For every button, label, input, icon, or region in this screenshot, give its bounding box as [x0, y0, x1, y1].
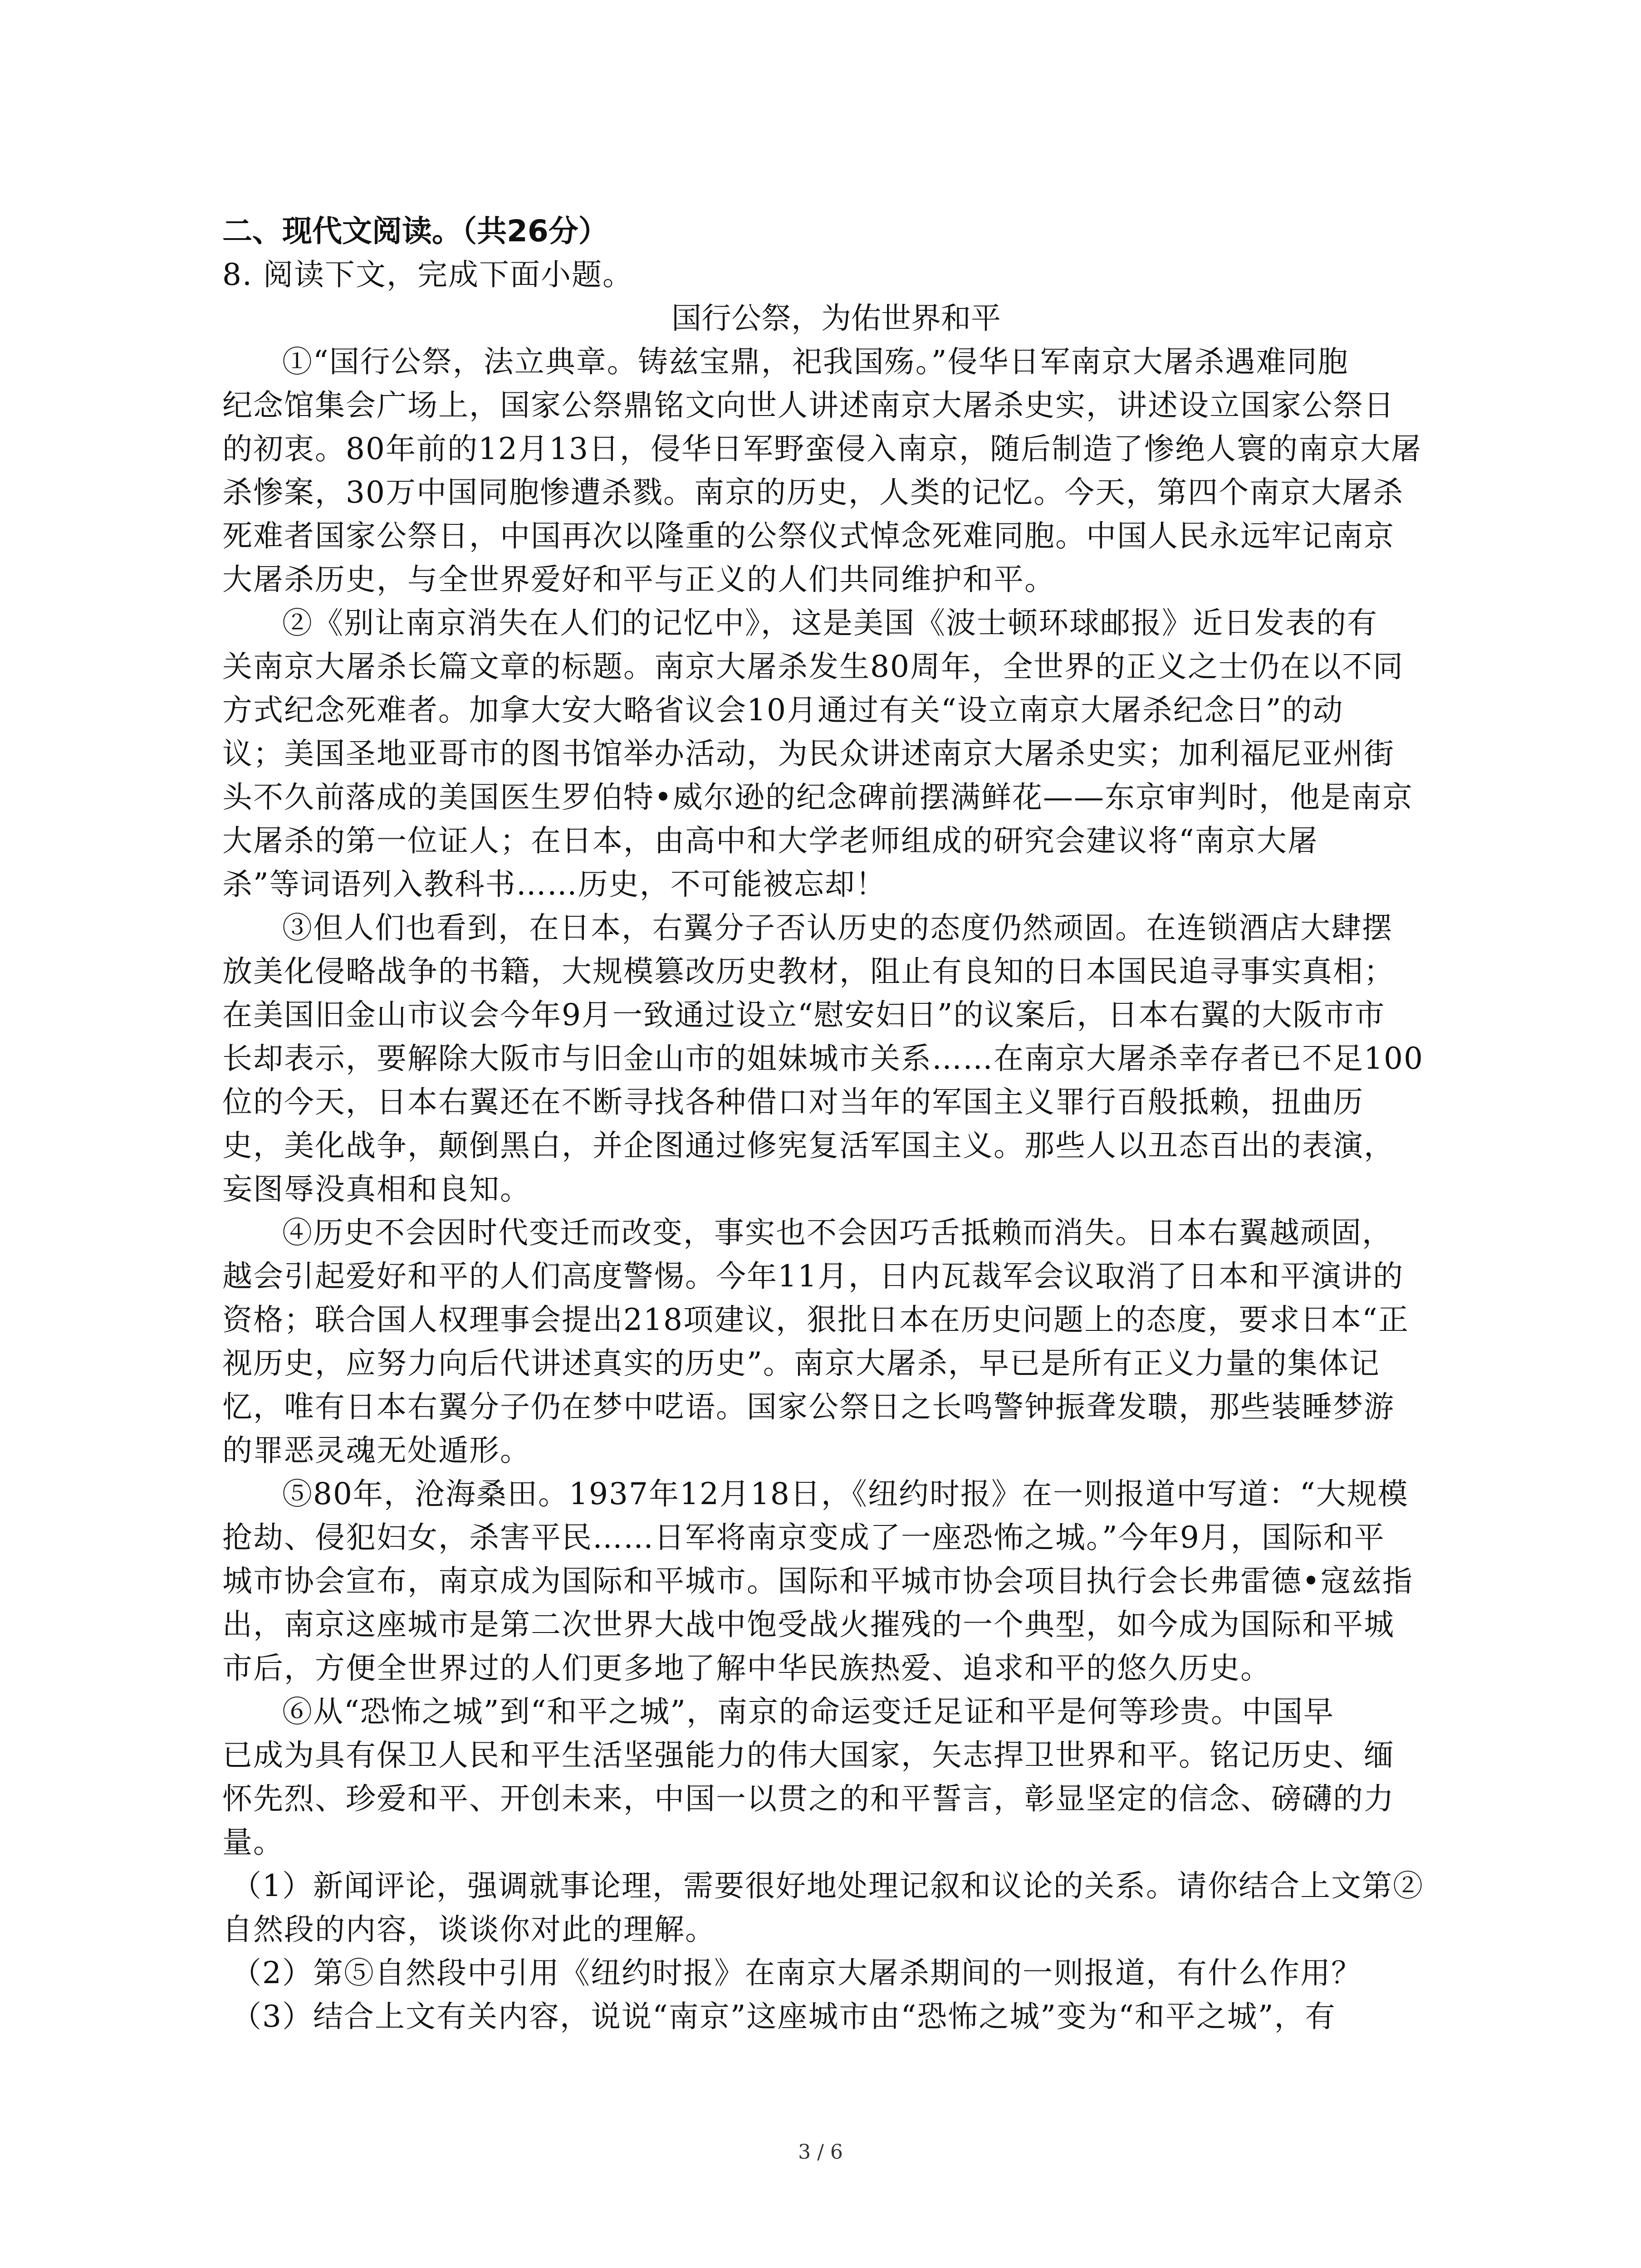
paragraph-line: 长却表示，要解除大阪市与旧金山市的姐妹城市关系……在南京大屠杀幸存者已不足100 [222, 1041, 1424, 1076]
paragraph-line: 城市协会宣布，南京成为国际和平城市。国际和平城市协会项目执行会长弗雷德•寇兹指 [222, 1564, 1413, 1598]
question-item [222, 1864, 1450, 1951]
article-paragraph [222, 1211, 1450, 1472]
question-line: （1）新闻评论，强调就事论理，需要很好地处理记叙和议论的关系。请你结合上文第② [231, 1868, 1424, 1903]
paragraph-line: 已成为具有保卫人民和平生活坚强能力的伟大国家，矢志捍卫世界和平。铭记历史、缅 [222, 1738, 1395, 1773]
paragraph-line: 在美国旧金山市议会今年9月一致通过设立“慰安妇日”的议案后，日本右翼的大阪市市 [222, 997, 1386, 1032]
paragraph-line: 方式纪念死难者。加拿大安大略省议会10月通过有关“设立南京大屠杀纪念日”的动 [222, 693, 1344, 728]
paragraph-line: ④历史不会因时代变迁而改变，事实也不会因巧舌抵赖而消失。日本右翼越顽固， [282, 1215, 1393, 1250]
paragraph-line: 市后，方便全世界过的人们更多地了解中华民族热爱、追求和平的悠久历史。 [222, 1651, 1271, 1686]
paragraph-line: 的初衷。80年前的12月13日，侵华日军野蛮侵入南京，随后制造了惨绝人寰的南京大屠 [222, 431, 1422, 466]
question-line: （3）结合上文有关内容，说说“南京”这座城市由“恐怖之城”变为“和平之城”，有 [231, 1999, 1336, 2034]
question-intro: 8. 阅读下文，完成下面小题。 [222, 257, 633, 292]
paragraph-line: 出，南京这座城市是第二次世界大战中饱受战火摧残的一个典型，如今成为国际和平城 [222, 1607, 1395, 1642]
paragraph-line: 死难者国家公祭日，中国再次以隆重的公祭仪式悼念死难同胞。中国人民永远牢记南京 [222, 518, 1395, 553]
paragraph-line: 的罪恶灵魂无处遁形。 [222, 1433, 531, 1468]
article-paragraph [222, 1472, 1450, 1690]
paragraph-line: 杀惨案，30万中国同胞惨遭杀戮。南京的历史，人类的记忆。今天，第四个南京大屠杀 [222, 475, 1404, 510]
document-content [222, 210, 1450, 2038]
paragraph-line: 纪念馆集会广场上，国家公祭鼎铭文向世人讲述南京大屠杀史实，讲述设立国家公祭日 [222, 388, 1395, 423]
section-heading: 二、现代文阅读。（共26分） [222, 214, 608, 249]
article-paragraph [222, 906, 1450, 1211]
question-line: 自然段的内容，谈谈你对此的理解。 [222, 1912, 716, 1947]
paragraph-line: 头不久前落成的美国医生罗伯特•威尔逊的纪念碑前摆满鲜花——东京审判时，他是南京 [222, 780, 1413, 815]
paragraph-line: ⑥从“恐怖之城”到“和平之城”，南京的命运变迁足证和平是何等珍贵。中国早 [282, 1694, 1334, 1729]
paragraph-line: 大屠杀的第一位证人；在日本，由高中和大学老师组成的研究会建议将“南京大屠 [222, 823, 1318, 858]
paragraph-line: 位的今天，日本右翼还在不断寻找各种借口对当年的军国主义罪行百般抵赖，扭曲历 [222, 1085, 1364, 1119]
paragraph-line: 关南京大屠杀长篇文章的标题。南京大屠杀发生80周年，全世界的正义之士仍在以不同 [222, 649, 1404, 684]
paragraph-line: 量。 [222, 1825, 284, 1860]
questions-block [222, 1864, 1450, 2038]
page-number: 3 / 6 [798, 2141, 843, 2164]
article-paragraph [222, 601, 1450, 906]
article-paragraph [222, 1690, 1450, 1864]
article-title: 国行公祭，为佑世界和平 [671, 301, 1001, 336]
paragraph-line: 视历史，应努力向后代讲述真实的历史”。南京大屠杀，早已是所有正义力量的集体记 [222, 1346, 1380, 1381]
paragraph-line: ②《别让南京消失在人们的记忆中》，这是美国《波士顿环球邮报》近日发表的有 [282, 606, 1378, 640]
paragraph-line: ⑤80年，沧海桑田。1937年12月18日，《纽约时报》在一则报道中写道：“大规模 [282, 1476, 1409, 1511]
article-body [222, 340, 1450, 1864]
paragraph-line: 大屠杀历史，与全世界爱好和平与正义的人们共同维护和平。 [222, 562, 1055, 597]
question-line: （2）第⑤自然段中引用《纽约时报》在南京大屠杀期间的一则报道，有什么作用？ [231, 1955, 1362, 1990]
paragraph-line: 越会引起爱好和平的人们高度警惕。今年11月，日内瓦裁军会议取消了日本和平演讲的 [222, 1259, 1404, 1294]
paragraph-line: 抢劫、侵犯妇女，杀害平民……日军将南京变成了一座恐怖之城。”今年9月，国际和平 [222, 1520, 1385, 1555]
paragraph-line: 忆，唯有日本右翼分子仍在梦中呓语。国家公祭日之长鸣警钟振聋发聩，那些装睡梦游 [222, 1389, 1395, 1424]
question-item [222, 1995, 1450, 2038]
paragraph-line: 杀”等词语列入教科书……历史，不可能被忘却！ [222, 867, 887, 902]
paragraph-line: ①“国行公祭，法立典章。铸兹宝鼎，祀我国殇。”侵华日军南京大屠杀遇难同胞 [282, 344, 1349, 379]
paragraph-line: ③但人们也看到，在日本，右翼分子否认历史的态度仍然顽固。在连锁酒店大肆摆 [282, 910, 1393, 945]
question-item [222, 1951, 1450, 1995]
paragraph-line: 史，美化战争，颠倒黑白，并企图通过修宪复活军国主义。那些人以丑态百出的表演， [222, 1128, 1395, 1163]
paragraph-line: 议；美国圣地亚哥市的图书馆举办活动，为民众讲述南京大屠杀史实；加利福尼亚州街 [222, 736, 1395, 771]
article-paragraph [222, 340, 1450, 601]
paragraph-line: 放美化侵略战争的书籍，大规模篡改历史教材，阻止有良知的日本国民追寻事实真相； [222, 954, 1395, 989]
paragraph-line: 妄图辱没真相和良知。 [222, 1172, 531, 1207]
paragraph-line: 资格；联合国人权理事会提出218项建议，狠批日本在历史问题上的态度，要求日本“正 [222, 1302, 1409, 1337]
paragraph-line: 怀先烈、珍爱和平、开创未来，中国一以贯之的和平誓言，彰显坚定的信念、磅礴的力 [222, 1781, 1395, 1816]
